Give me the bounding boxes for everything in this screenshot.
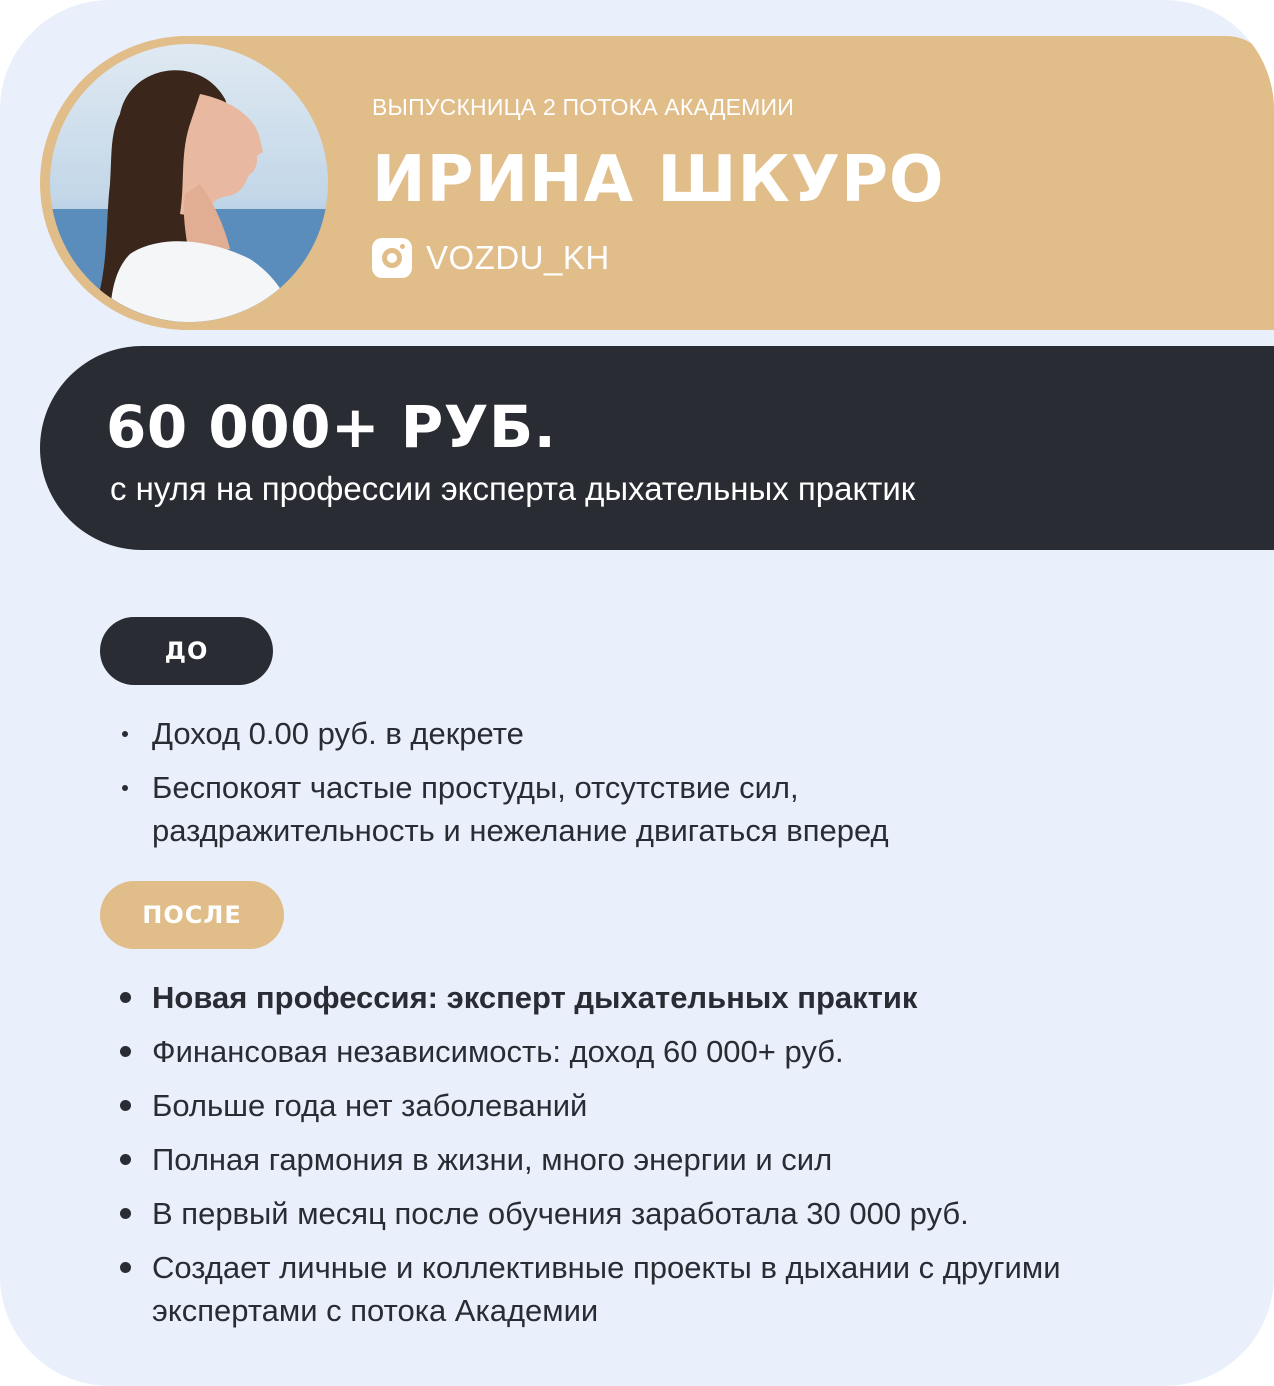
before-badge: ДО [100,617,273,685]
after-list [118,976,1118,1343]
list-item: Доход 0.00 руб. в декрете [118,712,1018,755]
list-item: Больше года нет заболеваний [118,1084,1118,1127]
list-item: Беспокоят частые простуды, отсутствие сил, раздражительность и нежелание двигаться вперед [118,766,1018,852]
list-item: Финансовая независимость: доход 60 000+ руб. [118,1030,1118,1073]
instagram-icon [372,238,412,278]
instagram-row[interactable] [372,238,610,278]
avatar [50,44,328,322]
before-list [118,712,1018,863]
graduate-subtitle: ВЫПУСКНИЦА 2 ПОТОКА АКАДЕМИИ [372,94,794,120]
list-item: Новая профессия: эксперт дыхательных практик [118,976,1118,1019]
list-item: Полная гармония в жизни, много энергии и сил [118,1138,1118,1181]
list-item: Создает личные и коллективные проекты в дыхании с другими экспертами с потока Академии [118,1246,1118,1332]
person-name: ИРИНА ШКУРО [372,143,945,217]
instagram-handle: VOZDU_KH [426,239,610,276]
after-badge: ПОСЛЕ [100,881,284,949]
avatar-photo [50,44,328,322]
banner-subtitle: с нуля на профессии эксперта дыхательных практик [110,470,916,507]
income-amount: 60 000+ РУБ. [106,393,557,461]
list-item: В первый месяц после обучения заработала 30 000 руб. [118,1192,1118,1235]
